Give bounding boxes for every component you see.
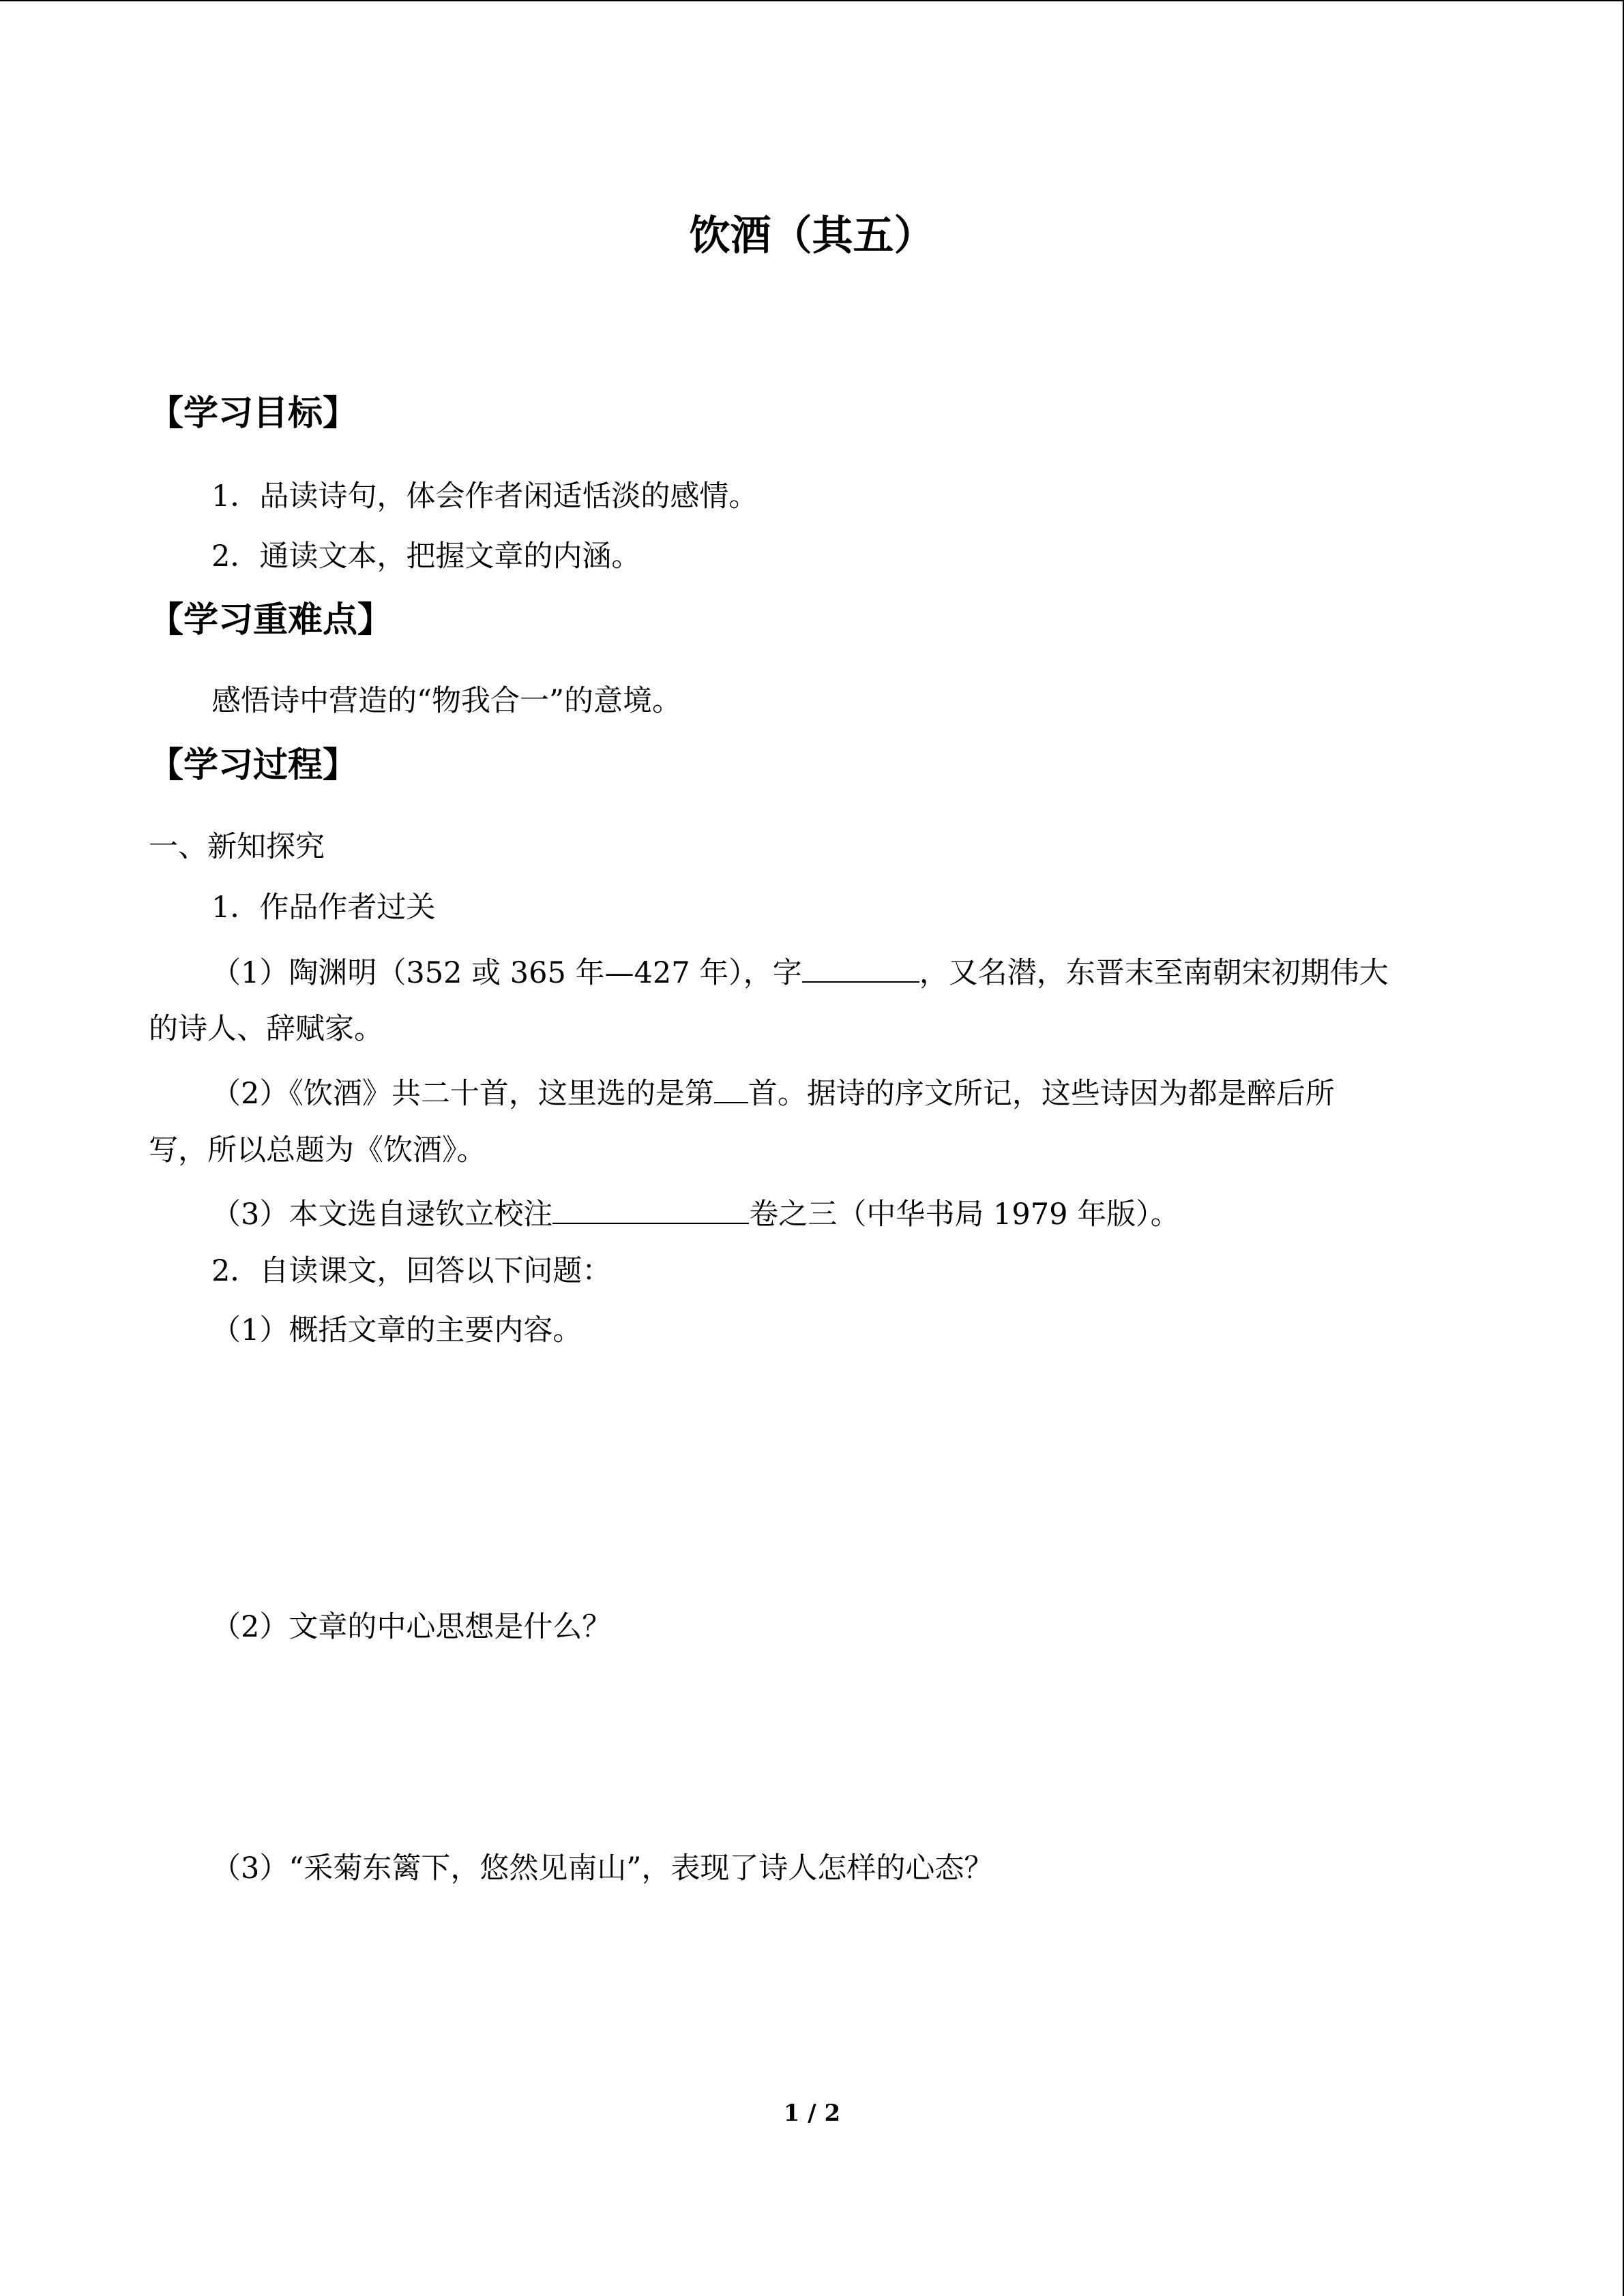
sub2-heading: 2．自读课文，回答以下问题： bbox=[211, 1254, 612, 1288]
question-2-text-before: （2）《饮酒》共二十首，这里选的是第 bbox=[211, 1077, 714, 1111]
key-points-text: 感悟诗中营造的“物我合一”的意境。 bbox=[211, 684, 681, 718]
page-border-top bbox=[0, 0, 1624, 1]
process-heading: 【学习过程】 bbox=[149, 745, 358, 786]
question-1-continuation: 的诗人、辞赋家。 bbox=[149, 1012, 383, 1046]
question-3-line bbox=[211, 1190, 1180, 1235]
part1-heading: 一、新知探究 bbox=[149, 830, 325, 864]
reading-question-2: （2）文章的中心思想是什么？ bbox=[211, 1610, 612, 1644]
answer-blank-style-name[interactable] bbox=[802, 949, 919, 983]
key-points-heading: 【学习重难点】 bbox=[149, 600, 393, 640]
question-1-text-after: ，又名潜，东晋末至南朝宋初期伟大 bbox=[919, 956, 1389, 990]
objective-item-2: 2．通读文本，把握文章的内涵。 bbox=[211, 539, 641, 573]
question-2-continuation: 写，所以总题为《饮酒》。 bbox=[149, 1133, 486, 1167]
answer-blank-poem-number[interactable] bbox=[714, 1069, 748, 1103]
page-number: 1 / 2 bbox=[783, 2100, 841, 2127]
question-1-text-before: （1）陶渊明（352 或 365 年—427 年），字 bbox=[211, 956, 802, 990]
reading-question-3: （3）“采菊东篱下，悠然见南山”，表现了诗人怎样的心态？ bbox=[211, 1851, 994, 1885]
objectives-heading: 【学习目标】 bbox=[149, 393, 358, 434]
question-3-text-after: 卷之三（中华书局 1979 年版）。 bbox=[749, 1197, 1180, 1232]
objective-item-1: 1．品读诗句，体会作者闲适恬淡的感情。 bbox=[211, 479, 758, 513]
reading-question-1: （1）概括文章的主要内容。 bbox=[211, 1313, 582, 1347]
page-title: 饮酒（其五） bbox=[689, 212, 935, 260]
question-3-text-before: （3）本文选自逯钦立校注 bbox=[211, 1197, 553, 1232]
sub1-heading: 1．作品作者过关 bbox=[211, 891, 436, 925]
question-1-line bbox=[211, 949, 1389, 994]
question-2-line bbox=[211, 1069, 1335, 1114]
answer-blank-source-book[interactable] bbox=[552, 1190, 749, 1224]
question-2-text-after: 首。据诗的序文所记，这些诗因为都是醉后所 bbox=[748, 1077, 1335, 1111]
